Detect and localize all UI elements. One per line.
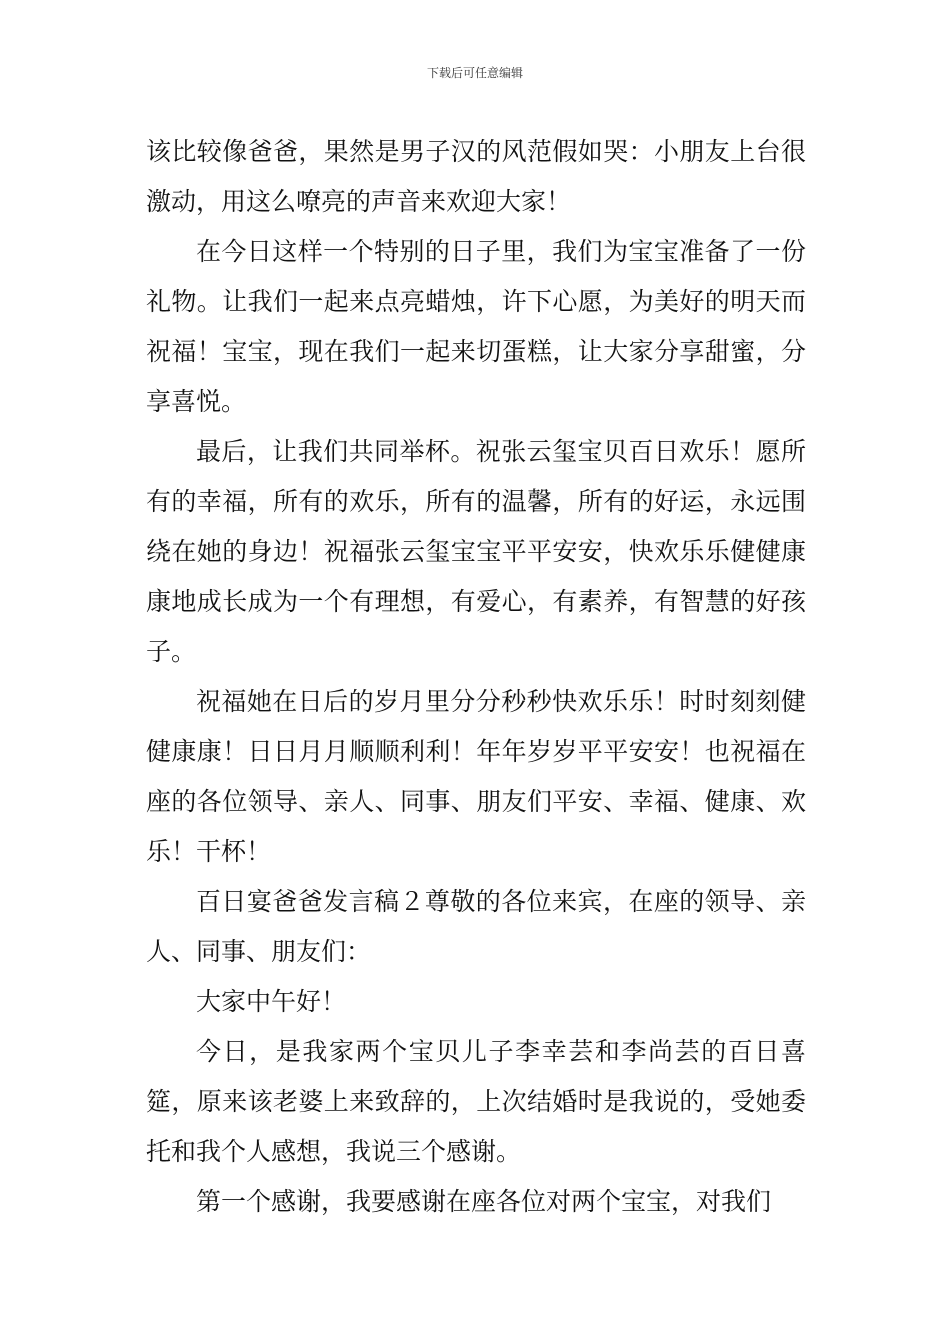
paragraph-3: 最后，让我们共同举杯。祝张云玺宝贝百日欢乐！愿所有的幸福，所有的欢乐，所有的温馨，所有的好运，永远围绕在她的身边！祝福张云玺宝宝平平安安，快欢乐乐健健康康地成长成为一个有理想，有爱心，有素养，有智慧的好孩子。 bbox=[146, 437, 806, 666]
paragraph-2: 在今日这样一个特别的日子里，我们为宝宝准备了一份礼物。让我们一起来点亮蜡烛，许下心愿，为美好的明天而祝福！宝宝，现在我们一起来切蛋糕，让大家分享甜蜜，分享喜悦。 bbox=[146, 237, 806, 416]
page-header-note: 下载后可任意编辑 bbox=[426, 66, 523, 80]
paragraph-1: 该比较像爸爸，果然是男子汉的风范假如哭：小朋友上台很激动，用这么嘹亮的声音来欢迎大家！ bbox=[146, 137, 806, 216]
paragraph-6: 大家中午好！ bbox=[196, 987, 347, 1016]
paragraph-7: 今日，是我家两个宝贝儿子李幸芸和李尚芸的百日喜筵，原来该老婆上来致辞的，上次结婚时是我说的，受她委托和我个人感想，我说三个感谢。 bbox=[146, 1037, 806, 1166]
paragraph-4: 祝福她在日后的岁月里分分秒秒快欢乐乐！时时刻刻健健康康！日日月月顺顺利利！年年岁岁平平安安！也祝福在座的各位领导、亲人、同事、朋友们平安、幸福、健康、欢乐！干杯！ bbox=[146, 687, 806, 866]
paragraph-5: 百日宴爸爸发言稿２尊敬的各位来宾，在座的领导、亲人、同事、朋友们： bbox=[146, 887, 806, 966]
document-body bbox=[146, 127, 806, 1227]
paragraph-8: 第一个感谢，我要感谢在座各位对两个宝宝，对我们 bbox=[196, 1187, 772, 1216]
